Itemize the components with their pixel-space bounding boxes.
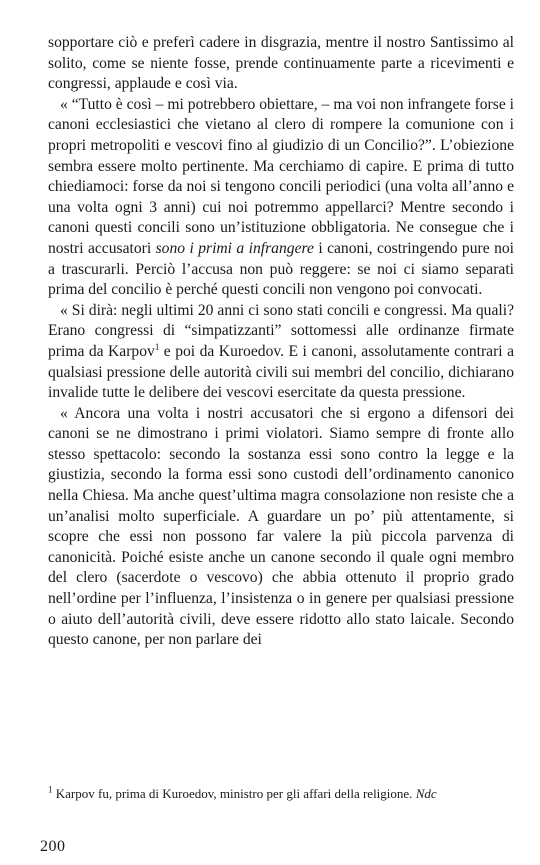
text-segment: e poi da Kuroedov. E i canoni, assolutamente contrari a qualsiasi pressione delle autorità civili sui membri del concilio, dichiarano invalide tutte le delibere dei vescovi esercitate da questa pressione. <box>48 342 514 402</box>
text-segment: « “Tutto è così – mi potrebbero obiettare, – ma voi non infrangete forse i canoni ecclesiastici che vietano al clero di rompere la comunione con i propri metropoliti e vescovi fino al giudizio di un Concilio?”. L’obiezione sembra essere molto pertinente. Ma cerchiamo di capire. E prima di tutto chiediamoci: forse da noi si tengono concili periodici (una volta all’anno e una volta ogni 3 anni) cui noi potremmo appellarci? Mentre secondo i canoni questi concili sono un’istituzione obbligatoria. Ne consegue che i nostri accusatori <box>48 95 514 257</box>
paragraph <box>48 404 514 651</box>
main-text-block <box>48 33 514 651</box>
footnote <box>48 785 514 802</box>
paragraph <box>48 95 514 301</box>
footnote-number: 1 <box>48 784 53 795</box>
text-segment: i canoni, costringendo pure noi a trascurarli. Perciò l’accusa non può reggere: se noi ci siamo separati prima del concilio è perché questi concili non vengono poi convocati. <box>48 239 514 299</box>
text-segment: sopportare ciò e preferì cadere in disgrazia, mentre il nostro Santissimo al solito, come se niente fosse, prende continuamente parte a ricevimenti e congressi, applaude e così via. <box>48 34 514 93</box>
footnote-reference: 1 <box>154 341 160 352</box>
paragraph <box>48 33 514 95</box>
footnote-text: Karpov fu, prima di Kuroedov, ministro per gli affari della religione. <box>55 786 416 801</box>
text-segment: « Ancora una volta i nostri accusatori che si ergono a difensori dei canoni se ne dimostrano i primi violatori. Siamo sempre di fronte allo stesso spettacolo: secondo la sostanza essi sono contro la legge e la giustizia, secondo la forma essi sono custodi dell’ordinamento canonico nella Chiesa. Ma anche quest’ultima magra consolazione non resiste che a un’analisi molto superficiale. A guardare un po’ più attentamente, si scopre che essi non possono far valere la più piccola parvenza di canonicità. Poiché esiste anche un canone secondo il quale ogni membro del clero (sacerdote o vescovo) che abbia ottenuto il proprio grado nell’ordine per l’influenza, l’insistenza o in genere per qualsiasi pressione o aiuto dell’autorità civili, deve essere ridotto allo stato laicale. Secondo questo canone, per non parlare dei <box>48 404 514 649</box>
text-segment: « Si dirà: negli ultimi 20 anni ci sono stati concili e congressi. Ma quali? Erano congressi di “simpatizzanti” sottomessi alle ordinanze firmate prima da Karpov <box>48 301 514 360</box>
paragraph <box>48 301 514 404</box>
page-number: 200 <box>40 838 66 855</box>
italic-phrase: sono i primi a infrangere <box>155 239 314 257</box>
footnote-note-tag: Ndc <box>415 786 437 801</box>
